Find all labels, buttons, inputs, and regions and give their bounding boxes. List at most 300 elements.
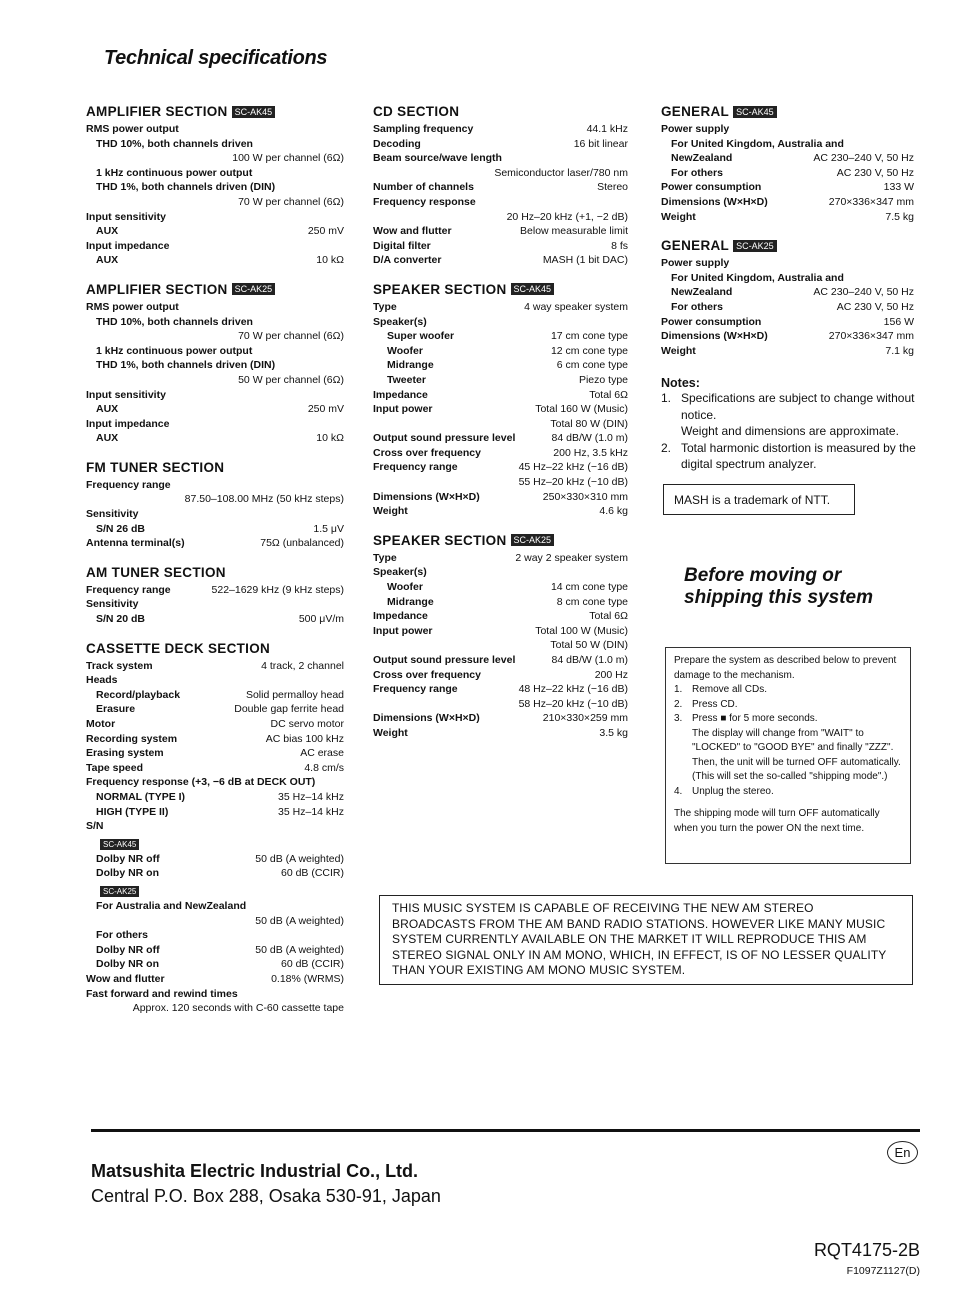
spec-value: Total 160 W (Music)	[535, 403, 628, 416]
spec-label: NORMAL (TYPE I)	[96, 790, 186, 803]
spec-label: Frequency range	[86, 478, 171, 491]
shipping-step	[674, 698, 902, 713]
step-text: Press ■ for 5 more seconds.	[692, 713, 818, 724]
spec-value: MASH (1 bit DAC)	[542, 254, 628, 267]
model-badge: SC-AK25	[511, 534, 555, 546]
section-title: AMPLIFIER SECTION	[86, 281, 228, 297]
spec-row	[86, 899, 344, 914]
section-title: AM TUNER SECTION	[86, 564, 226, 580]
spec-label: AUX	[96, 254, 119, 267]
spec-row	[373, 682, 628, 697]
spec-value: 8 fs	[611, 239, 628, 252]
spec-row	[373, 195, 628, 210]
note-item	[661, 390, 919, 423]
spec-value: 14 cm cone type	[550, 581, 628, 594]
spec-label: Dimensions (W×H×D)	[661, 330, 768, 343]
step-number: 4.	[674, 785, 683, 797]
spec-label: RMS power output	[86, 123, 179, 135]
spec-value: 250×330×310 mm	[542, 490, 628, 503]
spec-value: 70 W per channel (6Ω)	[238, 330, 344, 343]
spec-value: 2 way 2 speaker system	[515, 551, 628, 564]
spec-value: Total 100 W (Music)	[535, 624, 628, 637]
spec-row	[86, 1001, 344, 1016]
specs-column-1	[86, 104, 344, 1016]
spec-row	[86, 957, 344, 972]
note-item	[661, 440, 919, 473]
spec-row	[661, 122, 914, 137]
spec-label: Dimensions (W×H×D)	[373, 490, 480, 503]
note-item	[661, 423, 919, 440]
spec-value: 156 W	[883, 315, 914, 328]
spec-row	[86, 790, 344, 805]
spec-label: Woofer	[387, 581, 423, 594]
spec-label: Input impedance	[86, 417, 170, 430]
spec-row	[373, 668, 628, 683]
section-heading	[661, 238, 914, 253]
section-heading	[86, 565, 344, 580]
spec-label: AUX	[96, 225, 119, 238]
spec-value: 35 Hz–14 kHz	[278, 790, 344, 803]
spec-value: 522–1629 kHz (9 kHz steps)	[211, 583, 344, 596]
spec-row	[373, 402, 628, 417]
spec-label: Frequency range	[86, 583, 171, 596]
spec-value: 84 dB/W (1.0 m)	[551, 432, 628, 445]
spec-row	[373, 711, 628, 726]
shipping-step	[674, 727, 902, 785]
spec-label: For Australia and NewZealand	[96, 899, 247, 912]
spec-row	[373, 388, 628, 403]
spec-row	[373, 565, 628, 580]
shipping-instructions-box	[665, 647, 911, 864]
spec-row	[86, 417, 344, 432]
note-number: 1.	[661, 391, 672, 405]
step-text: Remove all CDs.	[692, 684, 768, 695]
spec-value: 7.1 kg	[885, 344, 914, 357]
spec-label: THD 10%, both channels driven	[96, 137, 253, 150]
spec-row	[373, 253, 628, 268]
spec-label: Power supply	[661, 123, 730, 135]
spec-label: Frequency range	[373, 461, 458, 474]
step-number: 2.	[674, 698, 683, 710]
spec-row	[373, 475, 628, 490]
company-address: Central P.O. Box 288, Osaka 530-91, Japan	[91, 1186, 441, 1206]
note-text: Weight and dimensions are approximate.	[681, 424, 899, 438]
shipping-step	[674, 785, 902, 800]
spec-row	[373, 551, 628, 566]
spec-row	[86, 122, 344, 137]
spec-label: Midrange	[387, 359, 434, 372]
spec-value: 4 way speaker system	[524, 300, 628, 313]
spec-row	[373, 373, 628, 388]
spec-label: HIGH (TYPE II)	[96, 805, 169, 818]
spec-row	[373, 580, 628, 595]
spec-row	[373, 638, 628, 653]
spec-label: RMS power output	[86, 300, 179, 313]
spec-value: AC 230–240 V, 50 Hz	[813, 286, 914, 299]
spec-value: 50 W per channel (6Ω)	[238, 373, 344, 386]
section-title: SPEAKER SECTION	[373, 281, 507, 297]
spec-value: 210×330×259 mm	[542, 712, 628, 725]
spec-label: Dolby NR off	[96, 943, 160, 956]
note-text: Specifications are subject to change without notice.	[681, 391, 915, 422]
spec-label: AUX	[96, 432, 119, 445]
spec-value: 84 dB/W (1.0 m)	[551, 654, 628, 666]
spec-row	[86, 151, 344, 166]
spec-value: AC 230 V, 50 Hz	[836, 300, 914, 313]
before-moving-heading	[684, 565, 873, 609]
spec-label: THD 10%, both channels driven	[96, 315, 253, 328]
spec-row	[373, 504, 628, 519]
spec-row	[86, 702, 344, 717]
spec-row	[86, 315, 344, 330]
spec-value: 250 mV	[307, 225, 344, 238]
spec-value: 87.50–108.00 MHz (50 kHz steps)	[184, 493, 344, 506]
spec-label: Input sensitivity	[86, 210, 166, 223]
spec-row	[373, 329, 628, 344]
spec-row	[373, 166, 628, 181]
spec-value: 45 Hz–22 kHz (−16 dB)	[518, 461, 628, 474]
spec-row	[86, 866, 344, 881]
spec-row	[373, 122, 628, 137]
spec-row	[661, 195, 914, 210]
spec-value: 8 cm cone type	[556, 595, 628, 608]
spec-row	[86, 717, 344, 732]
shipping-step	[674, 683, 902, 698]
spec-row	[661, 180, 914, 195]
spec-label: Track system	[86, 659, 153, 672]
spec-row	[86, 431, 344, 446]
spec-row	[86, 373, 344, 388]
section-heading	[373, 282, 628, 297]
model-badge: SC-AK25	[733, 240, 777, 252]
shipping-steps	[674, 683, 902, 799]
spec-row	[661, 256, 914, 271]
spec-value: 0.18% (WRMS)	[271, 972, 344, 985]
spec-value: 4 track, 2 channel	[261, 659, 344, 672]
spec-value: 12 cm cone type	[550, 344, 628, 357]
spec-label: Input sensitivity	[86, 388, 166, 401]
spec-row	[373, 344, 628, 359]
spec-row	[86, 253, 344, 268]
spec-value: Total 50 W (DIN)	[550, 639, 628, 652]
section-title: FM TUNER SECTION	[86, 459, 225, 475]
spec-label: Dolby NR on	[96, 958, 159, 971]
spec-label: Impedance	[373, 610, 428, 623]
spec-label: Decoding	[373, 137, 421, 150]
spec-row	[86, 819, 344, 834]
spec-row	[373, 624, 628, 639]
spec-row	[86, 746, 344, 761]
spec-row	[86, 137, 344, 152]
spec-label: Dolby NR on	[96, 867, 159, 880]
step-number: 3.	[674, 713, 683, 724]
spec-label: Digital filter	[373, 239, 431, 252]
spec-row	[86, 612, 344, 627]
spec-label: Record/playback	[96, 688, 181, 701]
notes-heading: Notes:	[661, 376, 700, 390]
print-code: F1097Z1127(D)	[846, 1265, 920, 1277]
spec-label: S/N 20 dB	[96, 613, 146, 626]
notes-list	[661, 390, 919, 473]
spec-row	[373, 358, 628, 373]
spec-row	[373, 300, 628, 315]
shipping-intro: Prepare the system as described below to prevent damage to the mechanism.	[674, 655, 897, 681]
spec-value: 70 W per channel (6Ω)	[238, 195, 344, 208]
spec-label: NewZealand	[671, 286, 733, 299]
spec-label: Midrange	[387, 595, 434, 608]
spec-row	[86, 928, 344, 943]
spec-row	[86, 583, 344, 598]
company-name: Matsushita Electric Industrial Co., Ltd.	[91, 1161, 419, 1181]
section-heading	[373, 533, 628, 548]
spec-value: 1.5 μV	[313, 522, 344, 535]
spec-label: Input power	[373, 624, 433, 637]
spec-row	[86, 914, 344, 929]
model-badge-row	[86, 834, 344, 852]
spec-value: 60 dB (CCIR)	[280, 867, 344, 880]
spec-row	[86, 224, 344, 239]
step-text: Unplug the stereo.	[692, 785, 774, 797]
spec-label: Cross over frequency	[373, 668, 481, 681]
spec-value: Total 80 W (DIN)	[550, 417, 628, 430]
spec-label: For United Kingdom, Australia and	[671, 271, 844, 284]
spec-label: Output sound pressure level	[373, 654, 516, 666]
spec-row	[661, 300, 914, 315]
spec-row	[86, 210, 344, 225]
spec-row	[373, 417, 628, 432]
spec-label: For others	[671, 300, 723, 313]
spec-value: AC bias 100 kHz	[265, 732, 344, 745]
spec-label: Weight	[373, 726, 408, 739]
spec-label: D/A converter	[373, 254, 442, 267]
spec-label: 1 kHz continuous power output	[96, 344, 253, 357]
spec-row	[86, 597, 344, 612]
spec-row	[86, 195, 344, 210]
spec-label: THD 1%, both channels driven (DIN)	[96, 359, 276, 372]
section-heading	[86, 104, 344, 119]
section-heading	[661, 104, 914, 119]
spec-label: Sensitivity	[86, 508, 139, 521]
spec-value: 48 Hz–22 kHz (−16 dB)	[518, 683, 628, 696]
spec-value: 60 dB (CCIR)	[280, 958, 344, 971]
spec-value: 75Ω (unbalanced)	[260, 537, 344, 550]
spec-row	[373, 446, 628, 461]
spec-row	[661, 210, 914, 225]
model-badge: SC-AK25	[100, 886, 139, 897]
spec-label: Dolby NR off	[96, 852, 160, 865]
spec-label: 1 kHz continuous power output	[96, 166, 253, 179]
spec-value: 200 Hz	[594, 668, 628, 681]
spec-label: Erasure	[96, 703, 136, 716]
spec-row	[86, 507, 344, 522]
spec-value: 58 Hz–20 kHz (−10 dB)	[518, 697, 628, 710]
spec-label: Dimensions (W×H×D)	[373, 712, 480, 725]
spec-value: 17 cm cone type	[550, 330, 628, 343]
spec-label: Erasing system	[86, 747, 164, 760]
spec-row	[86, 536, 344, 551]
spec-value: Total 6Ω	[589, 388, 628, 401]
page-title: Technical specifications	[104, 47, 328, 69]
spec-label: Weight	[661, 210, 696, 223]
spec-value: AC 230–240 V, 50 Hz	[813, 152, 914, 165]
spec-label: Number of channels	[373, 181, 474, 194]
spec-row	[86, 358, 344, 373]
spec-row	[86, 852, 344, 867]
section-title: CD SECTION	[373, 104, 460, 119]
note-number: 2.	[661, 440, 672, 455]
spec-row	[86, 987, 344, 1002]
spec-row	[661, 344, 914, 359]
spec-row	[86, 673, 344, 688]
section-title: CASSETTE DECK SECTION	[86, 640, 271, 656]
spec-label: NewZealand	[671, 152, 733, 165]
spec-row	[373, 315, 628, 330]
spec-value: 7.5 kg	[885, 210, 914, 223]
spec-row	[661, 137, 914, 152]
spec-value: 55 Hz–20 kHz (−10 dB)	[518, 476, 628, 489]
spec-value: 10 kΩ	[316, 254, 344, 267]
note-text: Total harmonic distortion is measured by the digital spectrum analyzer.	[681, 440, 916, 471]
spec-row	[86, 166, 344, 181]
spec-label: S/N	[86, 820, 104, 833]
spec-label: Tape speed	[86, 761, 143, 774]
spec-value: 4.6 kg	[599, 505, 628, 518]
spec-label: Dimensions (W×H×D)	[661, 195, 768, 208]
spec-label: Cross over frequency	[373, 446, 481, 459]
spec-label: Power consumption	[661, 181, 762, 194]
spec-label: Output sound pressure level	[373, 432, 516, 445]
spec-row	[373, 460, 628, 475]
section-title: GENERAL	[661, 104, 730, 119]
spec-label: For United Kingdom, Australia and	[671, 137, 844, 150]
spec-value: 50 dB (A weighted)	[255, 914, 344, 927]
spec-value: 200 Hz, 3.5 kHz	[553, 446, 628, 459]
spec-row	[86, 300, 344, 315]
spec-label: Super woofer	[387, 330, 455, 343]
spec-row	[373, 151, 628, 166]
spec-label: Recording system	[86, 732, 178, 745]
spec-value: 133 W	[883, 181, 914, 194]
section-heading	[86, 282, 344, 297]
spec-row	[373, 239, 628, 254]
document-code: RQT4175-2B	[813, 1240, 920, 1260]
spec-label: Weight	[661, 344, 696, 357]
spec-label: Input impedance	[86, 239, 170, 252]
spec-label: S/N 26 dB	[96, 522, 146, 535]
spec-value: 4.8 cm/s	[304, 761, 344, 774]
spec-row	[373, 180, 628, 195]
before-moving-title-line2: shipping this system	[684, 587, 873, 608]
spec-value: 44.1 kHz	[586, 123, 628, 135]
before-moving-title-line1: Before moving or	[684, 565, 842, 586]
spec-row	[661, 166, 914, 181]
spec-value: AC erase	[300, 747, 344, 760]
spec-row	[373, 431, 628, 446]
spec-row	[86, 972, 344, 987]
spec-label: Frequency response (+3, −6 dB at DECK OUT)	[86, 776, 316, 789]
spec-label: Impedance	[373, 388, 428, 401]
spec-value: Below measurable limit	[520, 225, 628, 238]
spec-row	[661, 285, 914, 300]
spec-value: 270×336×347 mm	[828, 330, 914, 343]
spec-value: 3.5 kg	[599, 726, 628, 739]
spec-value: Piezo type	[578, 373, 628, 386]
spec-label: Antenna terminal(s)	[86, 537, 185, 550]
spec-value: 20 Hz–20 kHz (+1, −2 dB)	[506, 210, 628, 223]
spec-label: Motor	[86, 718, 116, 730]
spec-row	[86, 688, 344, 703]
spec-row	[373, 726, 628, 741]
spec-value: 35 Hz–14 kHz	[278, 805, 344, 818]
spec-row	[86, 775, 344, 790]
spec-row	[86, 522, 344, 537]
spec-value: Stereo	[597, 181, 628, 194]
spec-value: Approx. 120 seconds with C-60 cassette tape	[132, 1002, 344, 1015]
spec-row	[373, 224, 628, 239]
spec-value: DC servo motor	[270, 718, 344, 730]
spec-row	[86, 388, 344, 403]
specs-column-2	[373, 104, 628, 741]
spec-label: Heads	[86, 674, 118, 687]
spec-label: Sampling frequency	[373, 123, 474, 135]
spec-row	[373, 210, 628, 225]
spec-label: Speaker(s)	[373, 566, 427, 579]
spec-label: Wow and flutter	[86, 972, 165, 985]
spec-label: Type	[373, 551, 397, 564]
spec-row	[86, 659, 344, 674]
spec-row	[86, 329, 344, 344]
step-text: Press CD.	[692, 698, 738, 710]
spec-label: Tweeter	[387, 373, 426, 386]
spec-label: Power supply	[661, 257, 730, 270]
spec-value: 50 dB (A weighted)	[255, 943, 344, 956]
spec-label: Frequency range	[373, 683, 458, 696]
spec-label: Weight	[373, 505, 408, 518]
spec-label: Speaker(s)	[373, 315, 427, 328]
spec-value: 6 cm cone type	[556, 359, 628, 372]
spec-value: 10 kΩ	[316, 432, 344, 445]
spec-value: 500 μV/m	[298, 613, 344, 626]
spec-row	[86, 478, 344, 493]
spec-row	[86, 805, 344, 820]
spec-row	[86, 344, 344, 359]
spec-row	[373, 137, 628, 152]
spec-value: Semiconductor laser/780 nm	[494, 166, 628, 179]
spec-row	[86, 761, 344, 776]
specs-column-3	[661, 104, 914, 358]
step-number	[674, 727, 692, 785]
model-badge: SC-AK45	[100, 839, 139, 850]
notes-section	[661, 362, 919, 473]
spec-value: 250 mV	[307, 403, 344, 416]
spec-label: Type	[373, 300, 397, 313]
spec-row	[661, 271, 914, 286]
spec-label: Fast forward and rewind times	[86, 987, 238, 1000]
spec-row	[86, 402, 344, 417]
spec-row	[373, 697, 628, 712]
spec-value: AC 230 V, 50 Hz	[836, 166, 914, 179]
language-badge: En	[887, 1141, 918, 1164]
spec-value: Solid permalloy head	[245, 688, 344, 701]
step-number: 1.	[674, 684, 683, 695]
model-badge: SC-AK45	[511, 283, 555, 295]
spec-row	[86, 239, 344, 254]
step-text: The display will change from "WAIT" to "LOCKED" to "GOOD BYE" and finally "ZZZ". Then, the unit will be turned OFF automatically. (This will set the so-called "shipping mode".)	[692, 727, 901, 782]
spec-row	[373, 595, 628, 610]
spec-label: Beam source/wave length	[373, 152, 502, 165]
spec-label: For others	[671, 166, 723, 179]
spec-value: 50 dB (A weighted)	[255, 852, 344, 865]
